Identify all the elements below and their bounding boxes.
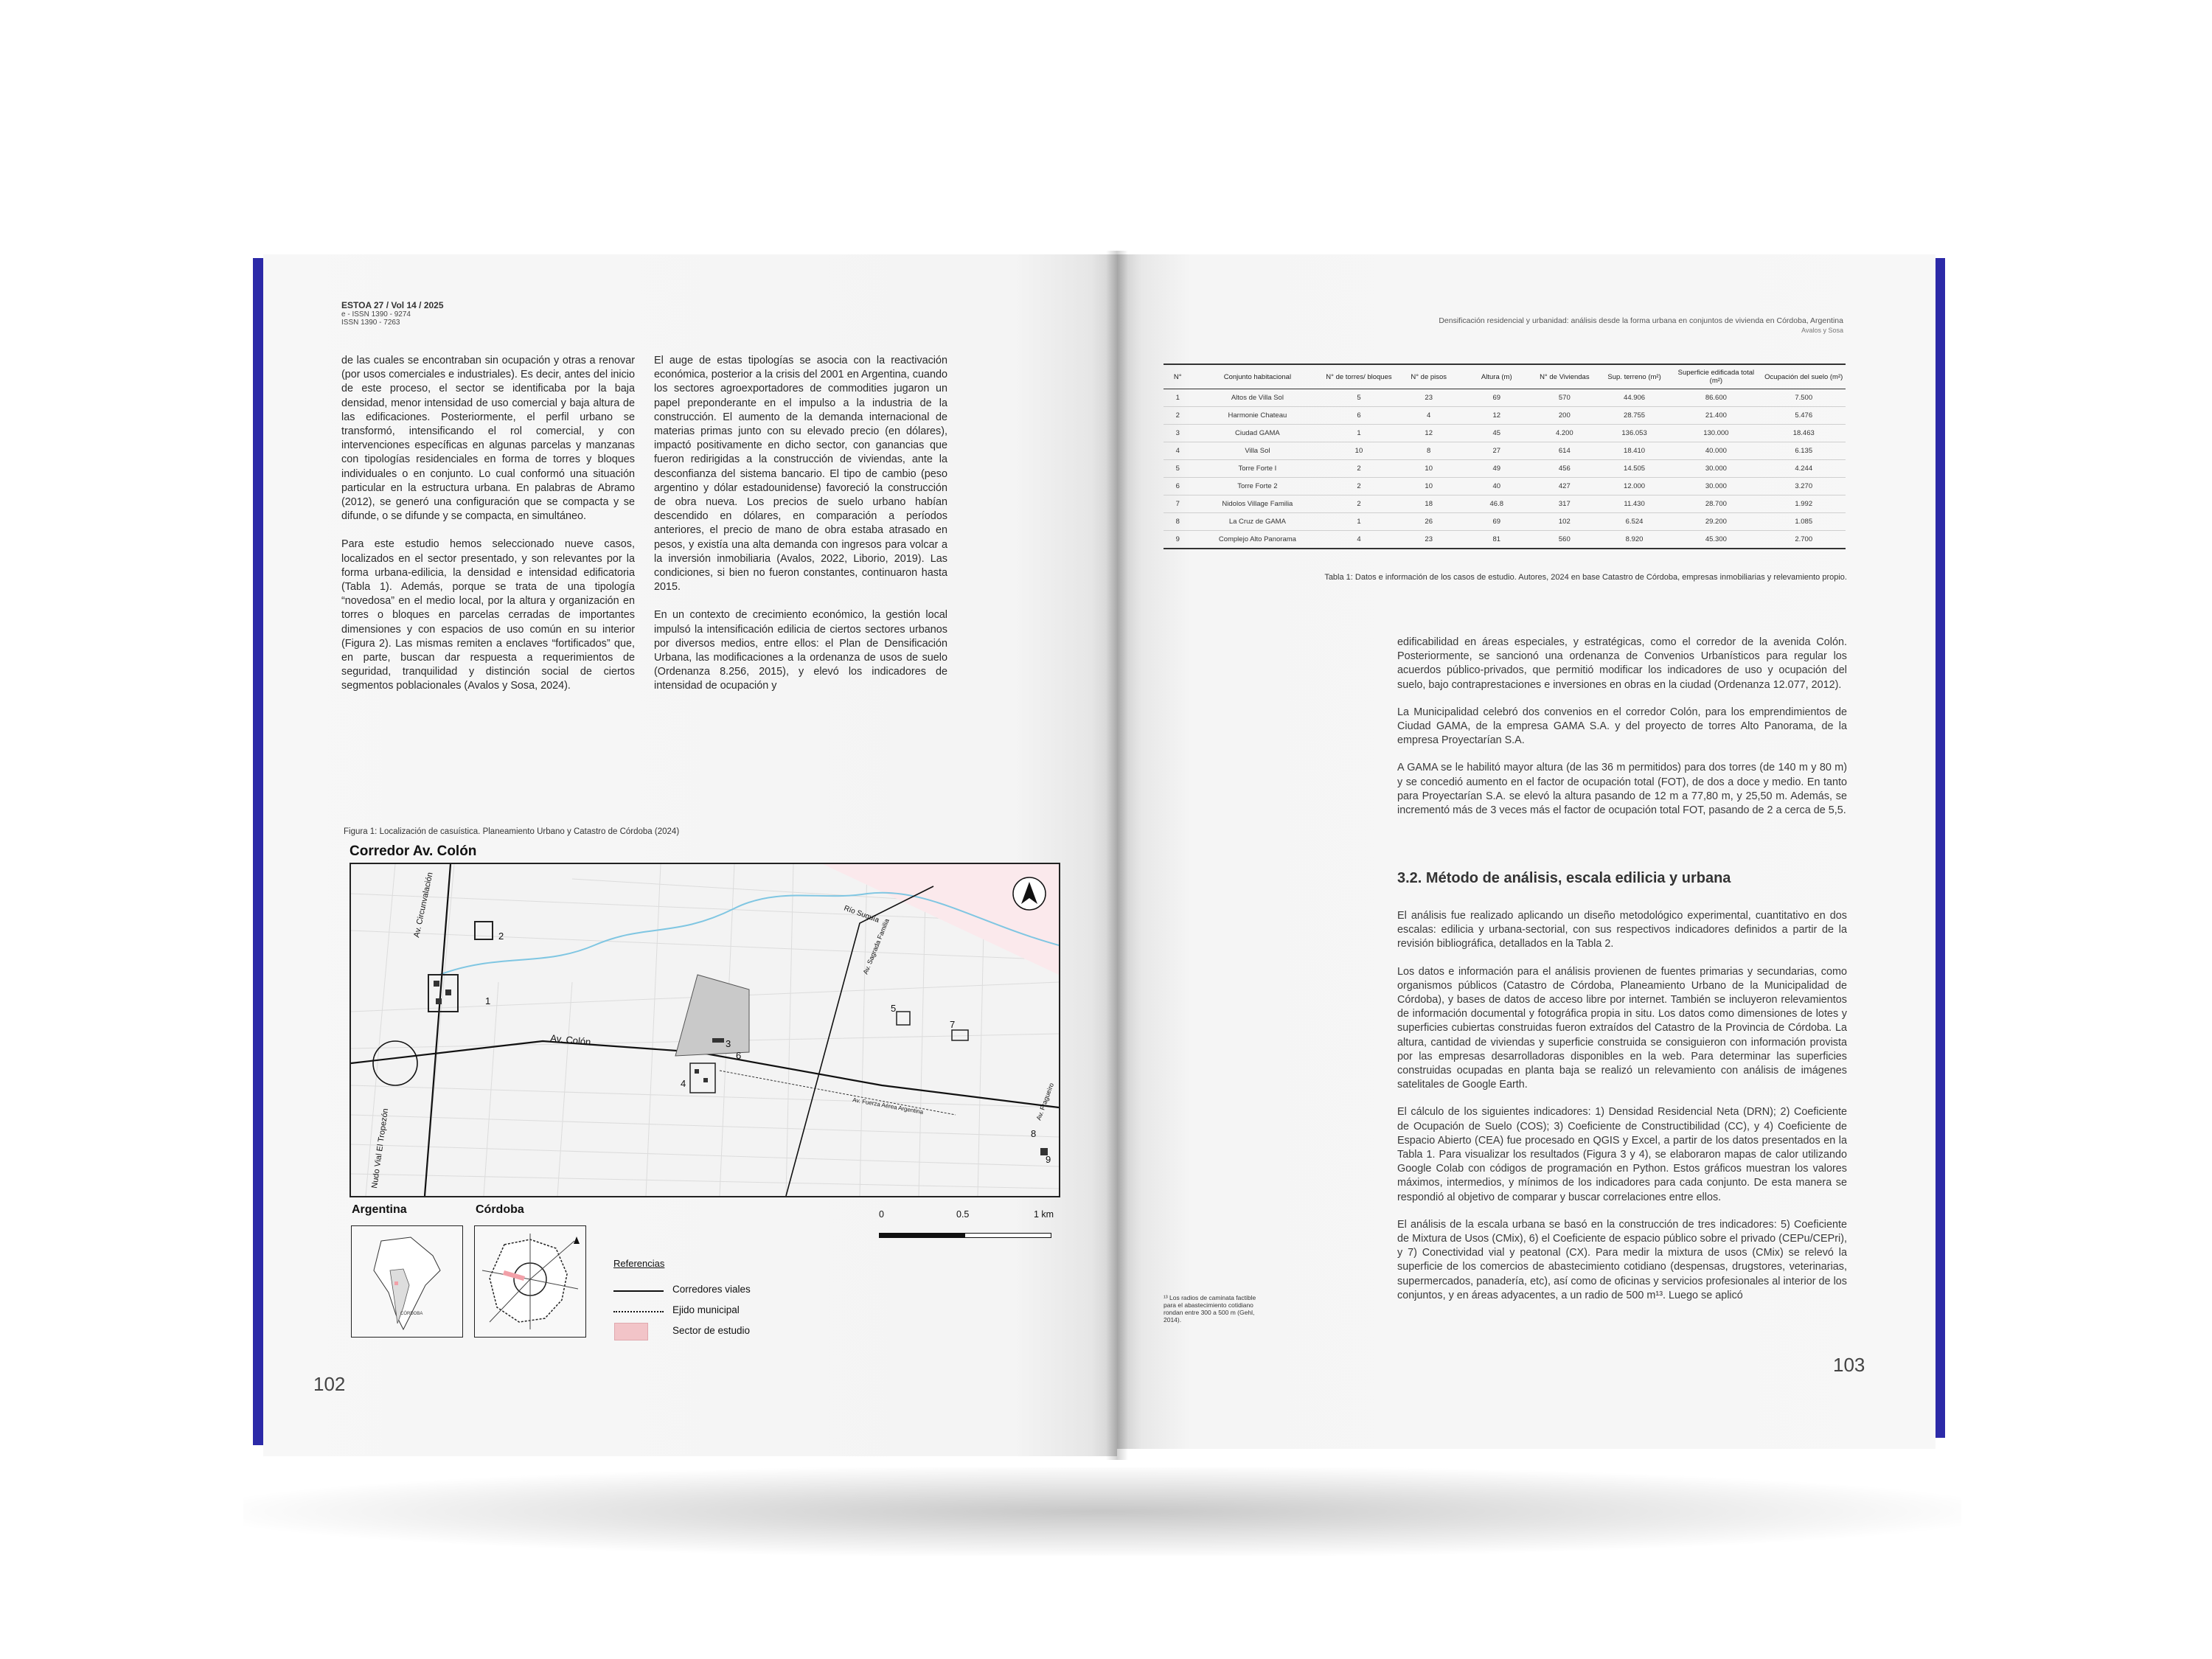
left-column-1 [341, 354, 635, 708]
table-cell: 2.700 [1761, 531, 1846, 549]
paragraph: La Municipalidad celebró dos convenios en el corredor Colón, para los emprendimientos de Ciudad GAMA, de la empresa GAMA S.A. y del proyecto de torres Alto Panorama, de la empresa Proyectarían S.A. [1397, 706, 1847, 747]
paragraph: El auge de estas tipologías se asocia con la reactivación económica, posterior a la crisis del 2001 en Argentina, cuando los sectores agroexportadores de commodities jugaron un papel preponderante en el impulso a la industria de la construcción. El aumento de la demanda internacional de materias primas junto con su elevado precio (en dólares), impactó positivamente en dicho sector, con ganancias que fueron redirigidas a la construcción de viviendas, ante la desconfianza del sistema bancario. El tipo de cambio (peso argentino y dólar estadounidense) favoreció la construcción de obra nueva. Los precios de suelo urbano habían descendido en dólares, en comparación a períodos anteriores, el precio de mano de obra estaba atrasado en pesos, y existía una alta demanda con ingresos para volcar a la inversión inmobiliaria (Avalos, 2022, Liborio, 2019). Las condiciones, si bien no fueron constantes, continuaron hasta 2015. [654, 355, 947, 594]
table-row [1164, 442, 1846, 460]
paragraph: Los datos e información para el análisis provienen de fuentes primarias y secundarias, como organismos públicos (Catastro de Córdoba, Planeamiento Urbano de la Municipalidad de Córdoba), y bases de datos de acceso libre por internet. También se incluyeron relevamientos de información documental y fotográfica propia in situ. Los datos como dimensiones de lotes y superficies cubiertas construidas fueron extraídos del Catastro de la Provincia de Córdoba. La altura, cantidad de viviendas y superficie construida se consiguieron con información provista por las empresas desarrolladoras disponibles en la web. Para determinar las superficies construidas ocupadas en planta baja se realizó un relevamiento con análisis de imágenes satelitales de Google Earth. [1397, 965, 1847, 1091]
table-cell: 18.463 [1761, 425, 1846, 442]
table-cell: 8 [1164, 513, 1192, 531]
page-number-right: 103 [1833, 1354, 1865, 1376]
case-marker-3: 3 [726, 1038, 731, 1049]
table-cell: 6.524 [1599, 513, 1670, 531]
map-title: Corredor Av. Colón [349, 844, 477, 859]
scale-end: 1 km [1034, 1209, 1054, 1220]
table-row [1164, 425, 1846, 442]
table-cell: 614 [1531, 442, 1599, 460]
table-cell: 1.085 [1761, 513, 1846, 531]
table-row [1164, 478, 1846, 495]
label-nudo-vial: Nudo Vial El Tropezón [370, 1107, 391, 1189]
table-cell: 5 [1164, 460, 1192, 478]
legend-ejido: Ejido municipal [672, 1304, 740, 1315]
legend-corredores: Corredores viales [672, 1284, 751, 1295]
paragraph: edificabilidad en áreas especiales, y estratégicas, como el corredor de la avenida Colón. Posteriormente, se sancionó una ordenanza de Convenios Urbanísticos para regular los acuerdos público-privados, que permitió modificar los indicadores de uso y ocupación del suelo, bajo contraprestaciones e inversiones en obras en la ciudad (Ordenanza 12.077, 2012). [1397, 636, 1847, 691]
left-column-2 [654, 354, 947, 708]
table-cell: 2 [1323, 478, 1394, 495]
table-cell: Altos de Villa Sol [1192, 389, 1324, 407]
table-cell: 46.8 [1463, 495, 1531, 513]
table-cell: 11.430 [1599, 495, 1670, 513]
table-cell: 12 [1463, 407, 1531, 425]
table-cell: 7.500 [1761, 389, 1846, 407]
table-cell: 30.000 [1670, 460, 1761, 478]
table-cell: 1 [1323, 513, 1394, 531]
table-cell: 1 [1164, 389, 1192, 407]
running-header: Densificación residencial y urbanidad: análisis desde la forma urbana en conjuntos de vivienda en Córdoba, Argentina [1439, 316, 1843, 325]
legend-sector: Sector de estudio [672, 1325, 751, 1336]
legend-line-solid [613, 1290, 664, 1292]
table-cell: Harmonie Chateau [1192, 407, 1324, 425]
table-cell: 45 [1463, 425, 1531, 442]
table-cell: 4 [1323, 531, 1394, 549]
table-cell: 8 [1395, 442, 1463, 460]
table-cell: Complejo Alto Panorama [1192, 531, 1324, 549]
table-row [1164, 531, 1846, 549]
figure-caption: Figura 1: Localización de casuística. Planeamiento Urbano y Catastro de Córdoba (2024) [344, 827, 680, 836]
running-header-authors: Avalos y Sosa [1801, 327, 1843, 334]
table-cell: 10 [1395, 478, 1463, 495]
inset-north-icon [574, 1237, 580, 1244]
table-cell: 4 [1395, 407, 1463, 425]
table-cell: 27 [1463, 442, 1531, 460]
table-cell: 40 [1463, 478, 1531, 495]
paragraph: A GAMA se le habilitó mayor altura (de las 36 m permitidos) para dos torres (de 140 m y 80 m) y se concedió aumento en el factor de ocupación total (FOT), de dos a doce y medio. En tanto para Proyectarían S.A. se elevó la altura pasando de 12 m a 77,80 m, y 25,50 m. Además, se incrementó más de 3 veces más el factor de ocupación total FOT, pasando de 2 a cerca de 5,5. [1397, 762, 1847, 817]
table-cell: 21.400 [1670, 407, 1761, 425]
legend-swatch-sector [614, 1323, 648, 1340]
table-cell: 12 [1395, 425, 1463, 442]
scale-bar [879, 1233, 1051, 1238]
north-arrow-icon [1013, 877, 1046, 910]
section-title: 3.2. Método de análisis, escala edilicia y urbana [1397, 870, 1731, 886]
table-cell: 10 [1323, 442, 1394, 460]
table-header: N° de Viviendas [1531, 364, 1599, 389]
table-cell: 570 [1531, 389, 1599, 407]
book-shadow [243, 1467, 1961, 1556]
table-cell: 8.920 [1599, 531, 1670, 549]
table-cell: 23 [1395, 389, 1463, 407]
table-row [1164, 389, 1846, 407]
table-cell: 81 [1463, 531, 1531, 549]
table-cell: 6.135 [1761, 442, 1846, 460]
av-circunvalacion [425, 864, 451, 1196]
table-cell: 4 [1164, 442, 1192, 460]
scale-mid: 0.5 [956, 1209, 970, 1220]
journal-eissn: e - ISSN 1390 - 9274 [341, 310, 411, 319]
table-header: Superficie edificada total (m²) [1670, 364, 1761, 389]
table-cell: 29.200 [1670, 513, 1761, 531]
table-cell: 427 [1531, 478, 1599, 495]
table-cell: 28.755 [1599, 407, 1670, 425]
map-figure [349, 863, 1060, 1197]
table-cell: 18 [1395, 495, 1463, 513]
table-header: Sup. terreno (m²) [1599, 364, 1670, 389]
case-marker-8: 8 [1031, 1128, 1037, 1139]
table-cell: 30.000 [1670, 478, 1761, 495]
table-row [1164, 513, 1846, 531]
table-cell: Torre Forte 2 [1192, 478, 1324, 495]
table-cell: 4.200 [1531, 425, 1599, 442]
table-header: N° de torres/ bloques [1323, 364, 1394, 389]
table-caption: Tabla 1: Datos e información de los casos de estudio. Autores, 2024 en base Catastro de Córdoba, empresas inmobiliarias y relevamiento propio. [1324, 573, 1847, 582]
table-cell: Nidolos Village Familia [1192, 495, 1324, 513]
table-header: Conjunto habitacional [1192, 364, 1324, 389]
table-header: N° [1164, 364, 1192, 389]
table-cell: 12.000 [1599, 478, 1670, 495]
table-cell: 26 [1395, 513, 1463, 531]
inset-argentina-title: Argentina [352, 1203, 407, 1216]
table-cell: 18.410 [1599, 442, 1670, 460]
label-rio-suquia: Río Suquía [842, 904, 880, 925]
label-circunvalacion: Av. Circunvalación [412, 872, 435, 939]
paragraph: de las cuales se encontraban sin ocupación y otras a renovar (por usos comerciales e industriales). Es decir, antes del inicio de este proceso, el sector se identificaba por la baja densidad, menor intensidad de uso comercial y baja altura de las edificaciones. Posteriormente, el perfil urbano se transformó, intensificando el rol comercial, y con intervenciones específicas en algunas parcelas y manzanas con tipologías residenciales en forma de torres y bloques individuales o en conjunto. Lo cual conformó una situación particular en la estructura urbana. En palabras de Abramo (2012), se generó una configuración que se compacta y se difunde, o se difunde y se compacta, en simultáneo. [341, 355, 635, 523]
legend-title: Referencias [613, 1258, 665, 1269]
paragraph: El análisis de la escala urbana se basó en la construcción de tres indicadores: 5) Coeficiente de Mixtura de Usos (CMix), 6) el Coeficiente de espacio público sobre el privado (CEPu/CEPri), y 7) Conectividad vial y peatonal (CX). Para medir la mixtura de usos (CMix) se relevó la superficie de los comercios de abastecimiento cotidiano (despensas, drugstores, veterinarias, supermercados, panadería, etc), así como de oficinas y servicios profesionales al interior de los conjuntos, y en áreas adyacentes, a un radio de 500 m¹³. Luego se aplicó [1397, 1218, 1847, 1301]
table-cell: 456 [1531, 460, 1599, 478]
label-fragueiro: Av. Fragueiro [1034, 1082, 1056, 1121]
table-cell: 2 [1164, 407, 1192, 425]
table-cell: 2 [1323, 495, 1394, 513]
table-cell: 130.000 [1670, 425, 1761, 442]
inset-cordoba-label: CÓRDOBA [400, 1312, 423, 1316]
table-cell: 49 [1463, 460, 1531, 478]
av-sagrada-familia [786, 886, 933, 1196]
map-drawing [351, 864, 1059, 1196]
table-cell: La Cruz de GAMA [1192, 513, 1324, 531]
table-row [1164, 407, 1846, 425]
table-header: Ocupación del suelo (m²) [1761, 364, 1846, 389]
table-cell: 45.300 [1670, 531, 1761, 549]
table-cell: 9 [1164, 531, 1192, 549]
argentina-map [352, 1226, 462, 1337]
label-av-colon: Av. Colón [549, 1032, 592, 1048]
right-column-top [1397, 636, 1847, 831]
paragraph: Para este estudio hemos seleccionado nueve casos, localizados en el sector presentado, y son relevantes por la forma urbana-edilicia, la densidad e intensidad edificatoria (Tabla 1). Además, porque se trata de una tipología “novedosa” en el medio local, por la altura y organización en torres o bloques en parcelas cerradas de importantes dimensiones y con espacios de uso común en su interior (Figura 2). Las mismas remiten a enclaves “fortificados” que, en parte, buscan dar respuesta a requerimientos de seguridad, tranquilidad y distinción social de ciertos segmentos poblacionales (Avalos y Sosa, 2024). [341, 538, 635, 692]
table-row [1164, 460, 1846, 478]
table-cell: 44.906 [1599, 389, 1670, 407]
table-cell: 5 [1323, 389, 1394, 407]
table-header-row [1164, 364, 1846, 389]
table-cell: 3 [1164, 425, 1192, 442]
journal-issn: ISSN 1390 - 7263 [341, 319, 400, 327]
cases-table [1164, 364, 1846, 549]
table-cell: 560 [1531, 531, 1599, 549]
case-marker-1: 1 [485, 995, 491, 1006]
left-cover-edge [253, 258, 263, 1445]
case-marker-6: 6 [736, 1050, 742, 1061]
table-cell: 5.476 [1761, 407, 1846, 425]
book-gutter [1106, 251, 1128, 1460]
label-sagrada-familia: Av. Sagrada Familia [861, 917, 891, 975]
inset-cordoba-title: Córdoba [476, 1203, 524, 1216]
case-marker-9: 9 [1046, 1154, 1051, 1165]
paragraph: En un contexto de crecimiento económico, la gestión local impulsó la intensificación edilicia de ciertos sectores urbanos por diversos medios, entre ellos: el Plan de Densificación Urbana, las modificaciones a la ordenanza de usos de suelo (Ordenanza 8.256, 2015), y elevó los indicadores de intensidad de ocupación y [654, 609, 947, 692]
table-row [1164, 495, 1846, 513]
table-cell: 4.244 [1761, 460, 1846, 478]
table-cell: 86.600 [1670, 389, 1761, 407]
right-column-bottom [1397, 909, 1847, 1316]
cordoba-map [475, 1226, 585, 1337]
footnote: ¹³ Los radios de caminata factible para el abastecimiento cotidiano rondan entre 300 a 500 m (Gehl, 2014). [1164, 1294, 1256, 1324]
table-cell: 14.505 [1599, 460, 1670, 478]
right-cover-edge [1935, 258, 1945, 1438]
table-cell: 40.000 [1670, 442, 1761, 460]
table-cell: 28.700 [1670, 495, 1761, 513]
table-cell: 69 [1463, 389, 1531, 407]
table-cell: 3.270 [1761, 478, 1846, 495]
ciudad-gama-lot [675, 975, 749, 1056]
legend-line-dotted [613, 1311, 664, 1312]
case-marker-5: 5 [891, 1003, 897, 1014]
table-cell: 200 [1531, 407, 1599, 425]
case-marker-2: 2 [498, 931, 504, 942]
table-cell: 6 [1323, 407, 1394, 425]
table-cell: 6 [1164, 478, 1192, 495]
table-cell: 7 [1164, 495, 1192, 513]
table-cell: 102 [1531, 513, 1599, 531]
table-cell: 1 [1323, 425, 1394, 442]
table-cell: Villa Sol [1192, 442, 1324, 460]
inset-cordoba [474, 1225, 586, 1338]
table-cell: 69 [1463, 513, 1531, 531]
table-cell: Torre Forte I [1192, 460, 1324, 478]
paragraph: El cálculo de los siguientes indicadores: 1) Densidad Residencial Neta (DRN); 2) Coeficiente de Ocupación de Suelo (COS); 3) Coeficiente de Constructibilidad (CC), y 4) Coeficiente de Espacio Abierto (CEA) fue procesado en QGIS y Excel, a partir de los datos presentados en la Tabla 1. Para visualizar los resultados (Figura 3 y 4), se elaboraron mapas de calor utilizando Google Colab con códigos de programación en Python. Estos gráficos muestran los valores máximos, intermedios, y mínimos de los indicadores para cada conjunto. De esta manera se respondió al objetivo de comparar y buscar correlaciones entre ellos. [1397, 1106, 1847, 1203]
case-marker-7: 7 [950, 1019, 956, 1030]
table-cell: 10 [1395, 460, 1463, 478]
page-number-left: 102 [313, 1373, 346, 1395]
table-cell: 23 [1395, 531, 1463, 549]
table-header: N° de pisos [1395, 364, 1463, 389]
case-marker-4: 4 [681, 1078, 686, 1089]
table-header: Altura (m) [1463, 364, 1531, 389]
label-fuerza-aerea: Av. Fuerza Aérea Argentina [852, 1096, 924, 1116]
inset-argentina [351, 1225, 463, 1338]
table-cell: 1.992 [1761, 495, 1846, 513]
table-cell: Ciudad GAMA [1192, 425, 1324, 442]
table-cell: 317 [1531, 495, 1599, 513]
table-cell: 136.053 [1599, 425, 1670, 442]
table-cell: 2 [1323, 460, 1394, 478]
scale-zero: 0 [879, 1209, 884, 1220]
journal-title: ESTOA 27 / Vol 14 / 2025 [341, 300, 444, 310]
paragraph: El análisis fue realizado aplicando un diseño metodológico experimental, cuantitativo en dos escalas: edilicia y urbana-sectorial, con sus respectivos indicadores definidos a partir de la revisión bibliográfica, detallados en la Tabla 2. [1397, 910, 1847, 950]
